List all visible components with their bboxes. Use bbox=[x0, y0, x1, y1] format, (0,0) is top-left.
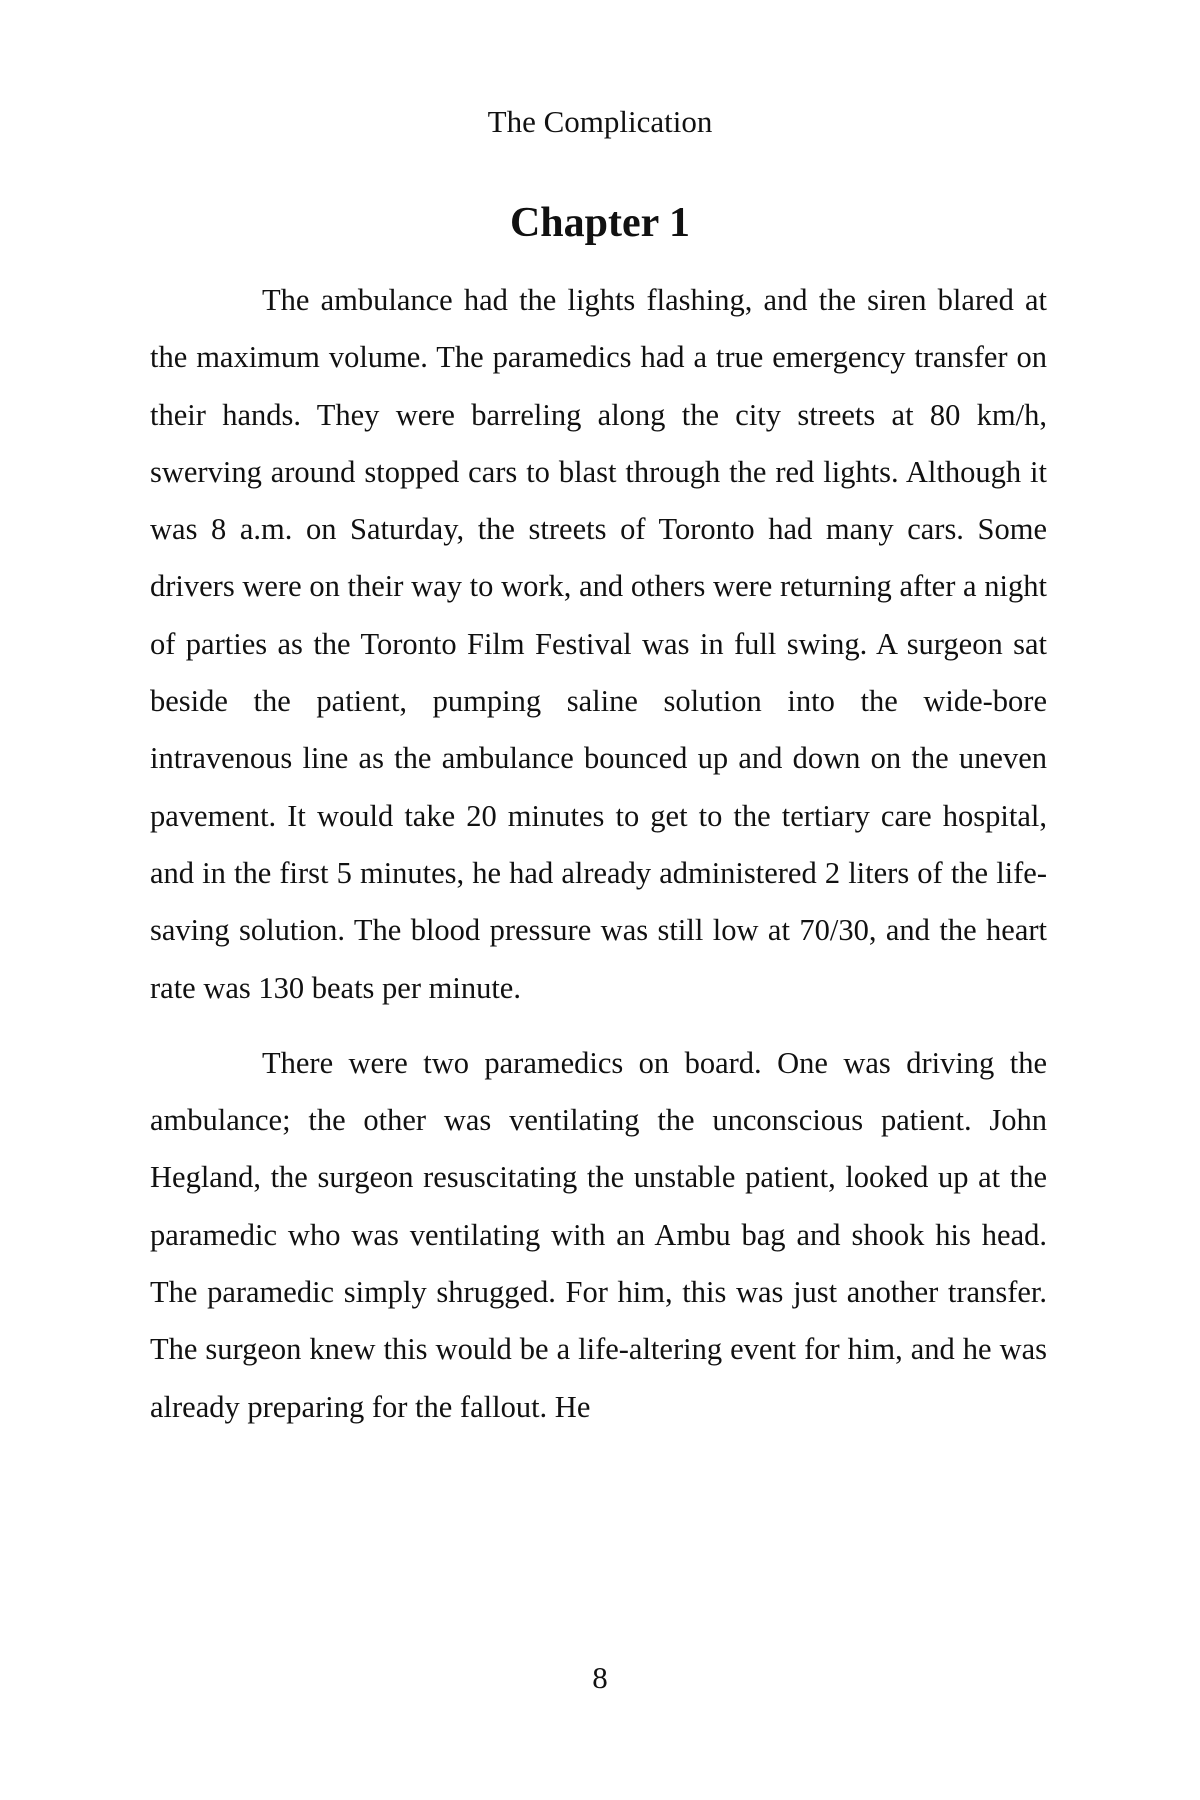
running-header: The Complication bbox=[487, 104, 713, 139]
chapter-title: Chapter 1 bbox=[509, 200, 691, 246]
paragraph-2: There were two paramedics on board. One was driving the ambulance; the other was ventilating the unconscious patient. John Hegland, the surgeon resuscitating the unstable patient, looked up at the paramedic who was ventilating with an Ambu bag and shook his head. The paramedic simply shrugged. For him, this was just another transfer. The surgeon knew this would be a life-altering event for him, and he was already preparing for the fallout. He bbox=[150, 1045, 1047, 1424]
paragraph-1: The ambulance had the lights flashing, and the siren blared at the maximum volume. The paramedics had a true emergency transfer on their hands. They were barreling along the city streets at 80 km/h, swerving around stopped cars to blast through the red lights. Although it was 8 a.m. on Saturday, the streets of Toronto had many cars. Some drivers were on their way to work, and others were returning after a night of parties as the Toronto Film Festival was in full swing. A surgeon sat beside the patient, pumping saline solution into the wide-bore intravenous line as the ambulance bounced up and down on the uneven pavement. It would take 20 minutes to get to the tertiary care hospital, and in the first 5 minutes, he had already administered 2 liters of the life-saving solution. The blood pressure was still low at 70/30, and the heart rate was 130 beats per minute. bbox=[150, 283, 1047, 1005]
body-text bbox=[150, 272, 1047, 1436]
page-number: 8 bbox=[592, 1660, 608, 1695]
